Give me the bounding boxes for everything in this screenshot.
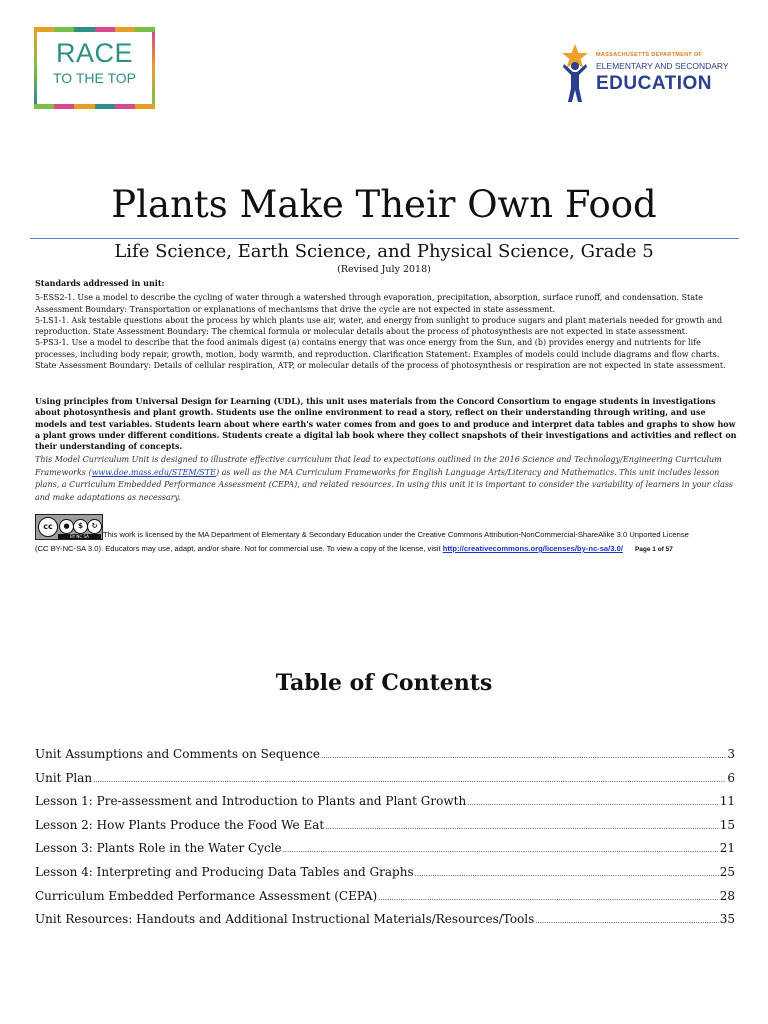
toc-entry-label: Unit Assumptions and Comments on Sequence — [35, 747, 320, 761]
toc-entry[interactable] — [35, 794, 735, 818]
udl-paragraph: Using principles from Universal Design for Learning (UDL), this unit uses materials from the Concord Consortium to engage students in investigations about photosynthesis and plant growth. Students use the online environment to read a story, reflect on their understanding through writing, and use models and test variables. Students learn about where earth's water comes from and goes to and produce and interpret data tables and graphs to show how a plant grows under different conditions. Students create a digital lab book where they collect snapshots of their investigations and activities and reflect on their understanding of concepts. — [35, 396, 737, 452]
toc-entry-page: 3 — [727, 747, 735, 761]
dese-education-text: EDUCATION — [596, 73, 713, 94]
cc-badge-text: BY NC SA — [70, 534, 89, 539]
standards-section — [35, 278, 737, 371]
sharealike-icon: ↻ — [87, 519, 102, 534]
logo-to-the-top-text: TO THE TOP — [53, 70, 136, 86]
logo-race-text: RACE — [55, 38, 133, 68]
toc-leader-dots — [283, 846, 719, 854]
toc-leader-dots — [467, 799, 719, 807]
license-link[interactable]: http://creativecommons.org/licenses/by-nc-sa/3.0/ — [442, 544, 623, 553]
toc-leader-dots — [325, 823, 719, 831]
license-text: (CC BY-NC-SA 3.0). Educators may use, adapt, and/or share. Not for commercial use. To view a copy of the license, visit — [35, 544, 441, 553]
model-unit-text: This Model Curriculum Unit is designed to illustrate effective curriculum that lead to expectations outlined in the 2016 Science and Technology/Engineering Curriculum Frameworks ( — [35, 455, 722, 477]
toc-entry-label: Lesson 3: Plants Role in the Water Cycle — [35, 841, 282, 856]
toc-title: Table of Contents — [275, 670, 493, 696]
toc-entry-page: 15 — [719, 817, 735, 832]
toc-entry[interactable] — [35, 841, 735, 865]
toc-entry-label: Curriculum Embedded Performance Assessment (CEPA) — [35, 888, 378, 903]
toc-entry-page: 21 — [719, 841, 735, 856]
revised-date: (Revised July 2018) — [337, 264, 431, 275]
page-number: Page 1 of 57 — [634, 546, 673, 553]
toc-entry-page: 6 — [727, 770, 735, 785]
dese-subtitle-text: ELEMENTARY AND SECONDARY — [596, 61, 729, 71]
attribution-icon: ● — [59, 519, 74, 534]
standard-item: 5-ESS2-1. Use a model to describe the cycling of water through a watershed through evaporation, precipitation, absorption, surface runoff, and condensation. State Assessment Boundary: Transportation or explanations of mechanisms that drive the cycle are not expected in state assessment. — [35, 293, 703, 314]
star-figure-icon — [556, 42, 594, 104]
logo-color-bar — [34, 27, 155, 32]
model-unit-text: ) as well as the MA Curriculum Frameworks for English Language Arts/Literacy and Mathematics. This unit includes lesson plans, a Curriculum Embedded Performance Assessment (CEPA), and related resources. In using this unit it is important to consider the variability of learners in your class and make adaptations as necessary. — [35, 467, 734, 502]
page-title: Plants Make Their Own Food — [111, 183, 657, 226]
ste-frameworks-link[interactable]: www.doe.mass.edu/STEM/STE — [91, 467, 216, 477]
toc-entry-page: 11 — [719, 794, 735, 809]
ma-dese-logo — [556, 42, 729, 104]
cc-label-bar — [58, 534, 101, 539]
toc-entry[interactable] — [35, 771, 735, 795]
race-to-the-top-logo — [34, 27, 155, 109]
logo-color-bar — [34, 104, 155, 109]
toc-entry-label: Lesson 1: Pre-assessment and Introduction to Plants and Plant Growth — [35, 794, 467, 809]
toc-leader-dots — [93, 776, 726, 784]
toc-entry[interactable] — [35, 889, 735, 913]
toc-entry-label: Unit Resources: Handouts and Additional Instructional Materials/Resources/Tools — [35, 912, 535, 927]
standard-item: 5-PS3-1. Use a model to describe that the food animals digest (a) contains energy that was once energy from the Sun, and (b) provides energy and nutrients for life processes, including body repair, growth, motion, body warmth, and reproduction. Clarification Statement: Examples of models could include diagrams and flow charts. State Assessment Boundary: Details of cellular respiration, ATP, or molecular details of the process of photosynthesis or respiration are not expected in state assessment. — [35, 338, 726, 371]
page-subtitle: Life Science, Earth Science, and Physical Science, Grade 5 — [114, 241, 654, 262]
toc-leader-dots — [535, 917, 718, 925]
toc-entry[interactable] — [35, 865, 735, 889]
dese-dept-text: MASSACHUSETTS DEPARTMENT OF — [596, 52, 703, 58]
model-unit-paragraph — [35, 454, 737, 504]
license-text-line2 — [35, 541, 673, 557]
toc-entry-label: Unit Plan — [35, 770, 93, 785]
noncommercial-icon: $ — [73, 519, 88, 534]
title-divider — [30, 238, 739, 239]
toc-leader-dots — [378, 894, 719, 902]
cc-icon: cc — [38, 517, 58, 537]
toc-entry-page: 35 — [719, 912, 735, 927]
table-of-contents — [35, 747, 735, 936]
toc-entry[interactable] — [35, 912, 735, 936]
toc-entry-label: Lesson 2: How Plants Produce the Food We Eat — [35, 817, 325, 832]
license-text-line1: This work is licensed by the MA Department of Elementary & Secondary Education under the Creative Commons Attribution-NonCommercial-ShareAlike 3.0 Unported License — [103, 530, 689, 539]
standards-heading: Standards addressed in unit: — [35, 278, 165, 288]
toc-entry-page: 28 — [719, 888, 735, 903]
toc-entry[interactable] — [35, 747, 735, 771]
toc-entry-label: Lesson 4: Interpreting and Producing Data Tables and Graphs — [35, 864, 414, 879]
toc-leader-dots — [321, 752, 726, 760]
toc-entry-page: 25 — [719, 864, 735, 879]
toc-entry[interactable] — [35, 818, 735, 842]
standard-item: 5-LS1-1. Ask testable questions about the process by which plants use air, water, and energy from sunlight to produce sugars and plant materials needed for growth and reproduction. State Assessment Boundary: The chemical formula or molecular details about the process of photosynthesis are not expected in state assessment. — [35, 315, 723, 337]
toc-leader-dots — [415, 870, 719, 878]
creative-commons-badge[interactable] — [35, 514, 103, 540]
